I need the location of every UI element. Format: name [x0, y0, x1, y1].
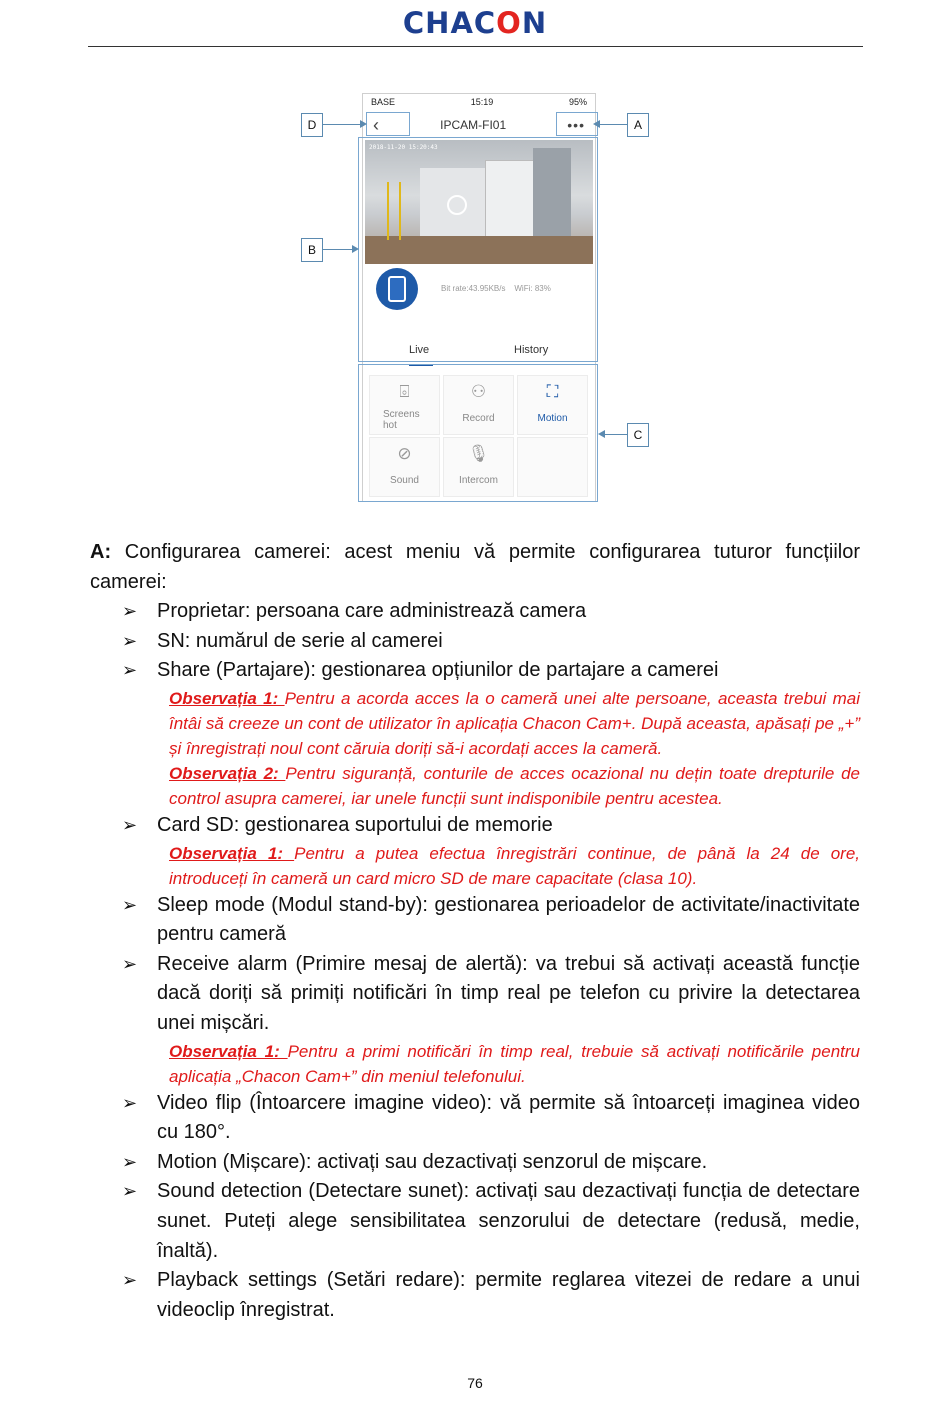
- more-icon[interactable]: •••: [567, 117, 585, 133]
- arrow-bullet-icon: ➢: [122, 953, 138, 975]
- wifi-level: WiFi: 83%: [514, 284, 551, 293]
- list-item: ➢ Video flip (Întoarcere imagine video): vă permite să întoarceți imaginea video cu 180°.: [90, 1089, 860, 1148]
- list-item: ➢ Sound detection (Detectare sunet): activați sau dezactivați funcția de detectare sunet. Puteți alege sensibilitatea senzorului de detectare (redusă, medie, înaltă).: [90, 1177, 860, 1266]
- arrow-bullet-icon: ➢: [122, 660, 138, 682]
- callout-c: C: [627, 423, 649, 447]
- bitrate: Bit rate:43.95KB/s: [441, 284, 506, 293]
- arrow-bullet-icon: ➢: [122, 601, 138, 623]
- battery: 95%: [568, 97, 587, 107]
- arrow-bullet-icon: ➢: [122, 1151, 138, 1173]
- screenshot-label: Screens hot: [383, 409, 420, 431]
- list-item: ➢ Proprietar: persoana care administrează camera: [90, 597, 860, 627]
- motion-label: Motion: [537, 413, 568, 424]
- arrow-d-line: [322, 124, 360, 125]
- arrow-bullet-icon: ➢: [122, 814, 138, 836]
- list-item: ➢ Sleep mode (Modul stand-by): gestionarea perioadelor de activitate/inactivitate pentru cameră: [90, 891, 860, 950]
- chacon-logo: CHACON: [402, 6, 548, 40]
- page-number: 76: [467, 1375, 483, 1391]
- callout-a: A: [627, 113, 649, 137]
- tab-history[interactable]: History: [514, 344, 549, 356]
- arrow-bullet-icon: ➢: [122, 1092, 138, 1114]
- arrow-a-head: [593, 120, 600, 128]
- back-icon[interactable]: ‹: [373, 115, 379, 135]
- list-item: ➢ Receive alarm (Primire mesaj de alertă): va trebui să activați această funcție dacă doriți să primiți notificări în timp real pe telefon cu privire la detectarea unei mișcări.: [90, 950, 860, 1039]
- sound-muted-icon: ⊘: [397, 444, 412, 463]
- intro-paragraph: [90, 538, 860, 597]
- list-item: ➢ SN: numărul de serie al camerei: [90, 627, 860, 657]
- carrier: BASE: [371, 97, 396, 107]
- frame-d: [366, 112, 410, 136]
- list-item: ➢ Playback settings (Setări redare): permite reglarea vitezei de redare a unui videoclip înregistrat.: [90, 1266, 860, 1325]
- arrow-c-head: [598, 430, 605, 438]
- status-time: 15:19: [470, 97, 494, 107]
- arrow-c-line: [604, 434, 627, 435]
- body-text: [90, 538, 860, 1325]
- screenshot-icon: ⌻: [399, 382, 410, 401]
- camera-title: IPCAM-FI01: [440, 118, 507, 132]
- status-bar: [363, 94, 595, 110]
- list-item: ➢ Motion (Mișcare): activați sau dezactivați senzorul de mișcare.: [90, 1148, 860, 1178]
- video-timestamp: 2018-11-20 15:20:43: [369, 144, 438, 151]
- motion-icon: ⛶: [546, 382, 559, 401]
- frame-a: [556, 112, 598, 136]
- note: Observația 1: Pentru a putea efectua înregistrări continue, de până la 24 de ore, introduceți în cameră un card micro SD de mare capacitate (clasa 10).: [169, 843, 860, 888]
- note: Observația 2: Pentru siguranță, conturile de acces ocazional nu dețin toate drepturile de control asupra camerei, iar unele funcții sunt indisponibile pentru acestea.: [169, 763, 860, 808]
- tab-live[interactable]: Live: [409, 344, 430, 356]
- arrow-b-head: [352, 245, 359, 253]
- arrow-bullet-icon: ➢: [122, 894, 138, 916]
- sound-label: Sound: [390, 475, 419, 486]
- frame-c: [358, 364, 598, 502]
- callout-d: D: [301, 113, 323, 137]
- microphone-icon: 🎙: [467, 444, 490, 463]
- intro-label: A:: [90, 541, 112, 563]
- header-rule: [88, 46, 863, 47]
- intercom-label: Intercom: [459, 475, 498, 486]
- callout-b: B: [301, 238, 323, 262]
- arrow-bullet-icon: ➢: [122, 1181, 138, 1203]
- frame-b: [358, 137, 598, 362]
- arrow-b-line: [322, 249, 352, 250]
- arrow-bullet-icon: ➢: [122, 630, 138, 652]
- record-label: Record: [462, 413, 495, 424]
- note: Observația 1: Pentru a primi notificări în timp real, trebuie să activați notificările pentru aplicația „Chacon Cam+” din meniul telefonului.: [169, 1041, 860, 1086]
- arrow-a-line: [598, 124, 627, 125]
- intro-text: Configurarea camerei: acest meniu vă permite configurarea tuturor funcțiilor camerei:: [90, 541, 860, 593]
- record-icon: ⚇: [470, 382, 487, 401]
- arrow-d-head: [360, 120, 367, 128]
- note: Observația 1: Pentru a acorda acces la o cameră unei alte persoane, aceasta trebui mai întâi să creeze un cont de utilizator în aplicația Chacon Cam+. După aceasta, apăsați pe „+” și înregistrați noul cont căruia doriți să-i acordați acces la cameră.: [169, 688, 860, 758]
- arrow-bullet-icon: ➢: [122, 1270, 138, 1292]
- list-item: ➢ Card SD: gestionarea suportului de memorie: [90, 811, 860, 841]
- list-item: ➢ Share (Partajare): gestionarea opțiunilor de partajare a camerei: [90, 656, 860, 686]
